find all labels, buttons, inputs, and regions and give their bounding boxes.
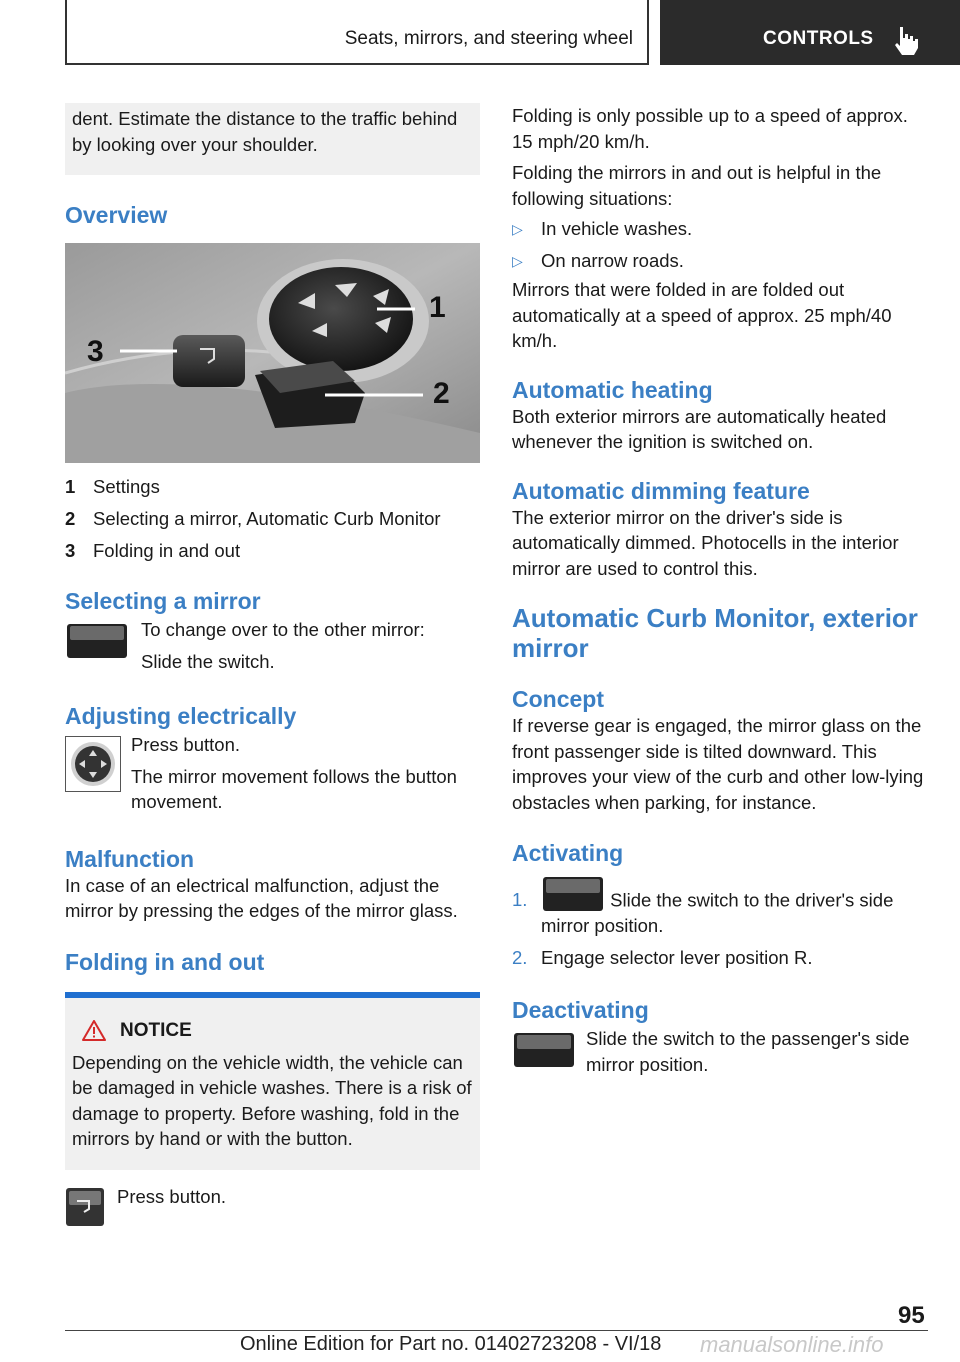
legend-item <box>65 535 480 567</box>
malfunction-text: In case of an electrical malfunction, adjust the mirror by pressing the edges of the mirror glass. <box>65 874 458 921</box>
selecting-text-2: Slide the switch. <box>141 650 275 672</box>
chapter-tab[interactable] <box>660 0 960 65</box>
list-item-text: On narrow roads. <box>541 250 684 271</box>
left-column <box>65 103 480 1228</box>
list-item <box>512 213 930 245</box>
warning-triangle-icon <box>82 1020 106 1041</box>
photo-callout-1: 1 <box>429 291 446 324</box>
malfunction-heading: Malfunction <box>65 845 195 872</box>
legend-item <box>65 503 480 535</box>
situations-list <box>512 213 930 277</box>
concept-text: If reverse gear is engaged, the mirror glass on the front passenger side is tilted downward. This improves your view of the curb and other low-lying obstacles when parking, for instance. <box>512 715 924 813</box>
step-text: Engage selector lever position R. <box>541 946 813 968</box>
adjusting-row <box>65 736 480 815</box>
list-item-text: In vehicle washes. <box>541 218 693 239</box>
adjusting-text-2: The mirror movement follows the button movement. <box>131 765 457 812</box>
fold-button-row <box>65 1186 480 1228</box>
triangle-bullet-icon: ▷ <box>512 253 523 269</box>
chapter-label: CONTROLS <box>763 28 874 49</box>
adjusting-heading: Adjusting electrically <box>65 703 297 729</box>
page-number: 95 <box>898 1302 925 1329</box>
selecting-row <box>65 621 480 674</box>
fold-situations-text: Folding the mirrors in and out is helpful in the following situations: <box>512 162 882 209</box>
fold-mirror-button-icon <box>65 1186 105 1228</box>
selecting-heading: Selecting a mirror <box>65 588 261 614</box>
selecting-text-1: To change over to the other mirror: <box>141 619 425 640</box>
edition-text: Online Edition for Part no. 01402723208 - VI/18 <box>240 1333 662 1355</box>
press-button-text: Press button. <box>117 1185 227 1207</box>
right-column <box>512 103 930 1077</box>
mirror-select-switch-icon <box>65 621 129 661</box>
adjusting-text-1: Press button. <box>131 734 241 755</box>
legend-text: Folding in and out <box>93 540 241 561</box>
curb-monitor-heading: Automatic Curb Monitor, exterior mirror <box>512 603 918 663</box>
intro-box <box>65 103 480 175</box>
footer-divider <box>65 1330 928 1331</box>
fold-speed-text: Folding is only possible up to a speed of approx. 15 mph/20 km/h. <box>512 105 908 152</box>
section-title: Seats, mirrors, and steering wheel <box>344 28 633 49</box>
mirror-adjust-button-icon <box>65 736 121 792</box>
step-item <box>512 875 930 939</box>
dimming-text: The exterior mirror on the driver's side is automatically dimmed. Photocells in the interior mirror are used to control this. <box>512 506 899 579</box>
overview-heading: Overview <box>65 202 168 228</box>
fold-out-text: Mirrors that were folded in are folded out automatically at a speed of approx. 25 mph/40 km/h. <box>512 279 892 351</box>
legend-item <box>65 471 480 503</box>
legend-text: Settings <box>93 476 160 497</box>
step-text: Slide the switch to the driver's side mirror position. <box>541 889 894 936</box>
step-item <box>512 945 930 971</box>
legend-num: 3 <box>65 540 76 561</box>
notice-box <box>65 992 480 1170</box>
step-number: 1. <box>512 889 528 910</box>
mirror-controls-photo <box>65 243 480 463</box>
heating-text: Both exterior mirrors are automatically heated whenever the ignition is switched on. <box>512 405 887 452</box>
dimming-heading: Automatic dimming feature <box>512 477 810 504</box>
list-item <box>512 245 930 277</box>
triangle-bullet-icon: ▷ <box>512 221 523 237</box>
legend-num: 1 <box>65 476 76 497</box>
legend-num: 2 <box>65 508 76 529</box>
legend-text: Selecting a mirror, Automatic Curb Monitor <box>93 508 441 529</box>
notice-header <box>72 1020 473 1042</box>
photo-callout-3: 3 <box>87 335 104 368</box>
notice-title: NOTICE <box>120 1019 192 1041</box>
mirror-select-switch-icon <box>541 875 605 913</box>
mirror-select-switch-icon <box>512 1030 576 1070</box>
legend-list <box>65 471 480 567</box>
deactivating-heading: Deactivating <box>512 997 649 1023</box>
watermark: manualsonline.info <box>700 1332 884 1357</box>
heating-heading: Automatic heating <box>512 376 713 403</box>
step-number: 2. <box>512 946 528 968</box>
folding-heading: Folding in and out <box>65 948 265 975</box>
notice-text: Depending on the vehicle width, the vehicle can be damaged in vehicle washes. There is a risk of damage to property. Before washing, fold in the mirrors by hand or with the button. <box>72 1051 472 1149</box>
hand-pointer-icon <box>892 24 920 56</box>
photo-callout-2: 2 <box>433 377 450 410</box>
concept-heading: Concept <box>512 686 604 712</box>
header-section-box <box>65 0 649 65</box>
deactivating-text: Slide the switch to the passenger's side mirror position. <box>586 1028 910 1075</box>
activating-steps <box>512 875 930 970</box>
intro-text: dent. Estimate the distance to the traffic behind by looking over your shoulder. <box>72 108 458 155</box>
activating-heading: Activating <box>512 840 624 866</box>
deactivating-row <box>512 1030 930 1077</box>
